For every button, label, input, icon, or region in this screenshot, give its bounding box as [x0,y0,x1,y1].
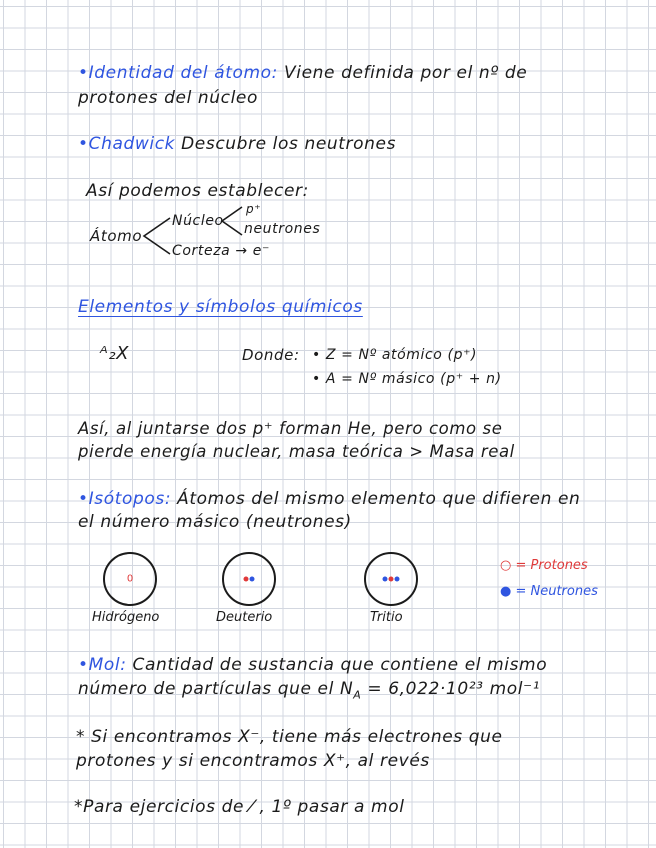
hydrogen-label: Hidrógeno [92,610,160,625]
mol-term: •Mol: [78,655,127,675]
mol-line-2 [78,678,540,706]
juntarse-line-1: Así, al juntarse dos p⁺ forman He, pero como se [78,419,503,438]
donde-label: Donde: [242,346,300,364]
isotopos-line-1 [78,488,580,510]
juntarse-line-2: pierde energía nuclear, masa teórica > Masa real [78,442,515,461]
identidad-line-1 [78,62,527,84]
isotopos-definition: Átomos del mismo elemento que difieren en [171,489,581,509]
neutron-dot-icon [250,577,255,582]
atomo-label: Átomo [90,227,143,245]
legend-protones: ○ = Protones [500,558,588,573]
asi-podemos-line: Así podemos establecer: [86,181,309,201]
mol-line-1 [78,654,547,676]
identidad-term: •Identidad del átomo: [78,63,279,83]
identidad-line-2: protones del núcleo [78,88,258,108]
deuterium-label: Deuterio [216,610,273,625]
atomo-brace-icon [140,214,172,258]
chadwick-definition: Descubre los neutrones [175,134,397,154]
neutron-dot-icon [395,577,400,582]
legend-neutrones: ● = Neutrones [500,584,598,599]
electrones-line-1: * Si encontramos X⁻, tiene más electrones que [76,727,503,747]
ejercicios-line: *Para ejercicios de ⁄ , 1º pasar a mol [74,797,405,817]
corteza-label: Corteza → e⁻ [172,243,270,259]
isotope-notation: ᴬ₂X [100,343,130,364]
nucleo-label: Núcleo [172,213,224,229]
z-definition: • Z = Nº atómico (p⁺) [312,347,478,363]
hydrogen-nucleus: 0 [126,573,134,585]
tritium-label: Tritio [370,610,403,625]
neutrones-label: neutrones [244,221,321,237]
avogadro-value: = 6,022·10²³ mol⁻¹ [361,679,541,699]
isotopos-line-2: el número másico (neutrones) [78,512,352,532]
a-definition: • A = Nº másico (p⁺ + n) [312,371,502,387]
proton-dot-icon [389,577,394,582]
mol-definition: Cantidad de sustancia que contiene el mismo [126,655,548,675]
isotopos-term: •Isótopos: [78,489,172,509]
mol-definition-2: número de partículas que el N [78,679,354,699]
proton-dot-icon [244,577,249,582]
tritium-nucleus [383,577,400,582]
chadwick-line [78,133,396,155]
deuterium-atom-icon [222,552,276,606]
tritium-atom-icon [364,552,418,606]
deuterium-nucleus [244,577,255,582]
protones-symbol: p⁺ [246,202,262,216]
hydrogen-atom-icon [103,552,157,606]
neutron-dot-icon [383,577,388,582]
nucleo-brace-icon [218,204,244,238]
electrones-line-2: protones y si encontramos X⁺, al revés [76,751,430,771]
avogadro-subscript: A [353,688,362,702]
identidad-definition: Viene definida por el nº de [278,63,528,83]
section-title: Elementos y símbolos químicos [78,297,363,317]
chadwick-term: •Chadwick [78,134,176,154]
